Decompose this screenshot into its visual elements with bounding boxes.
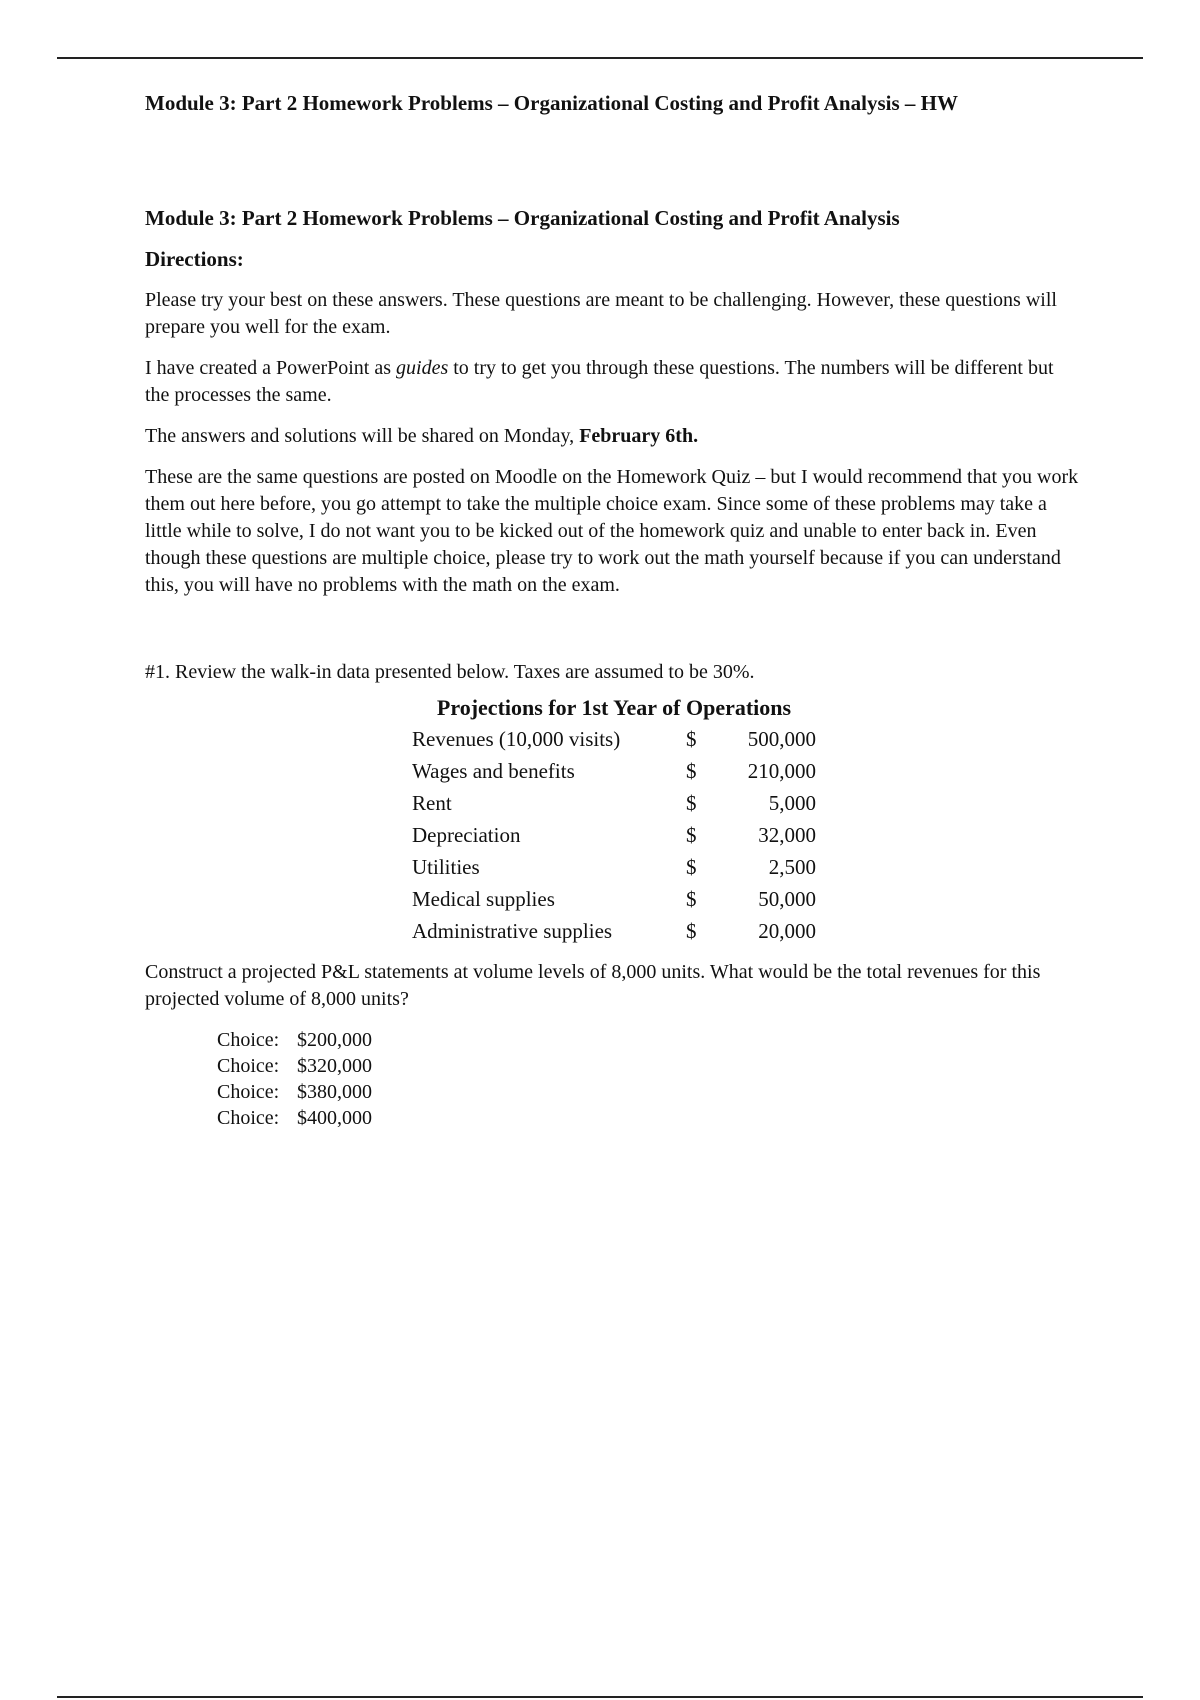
document-title: Module 3: Part 2 Homework Problems – Organizational Costing and Profit Analysis	[145, 206, 900, 230]
row-amount: 5,000	[768, 791, 816, 815]
choice-value: $200,000	[297, 1029, 372, 1051]
answer-choice	[217, 1079, 1080, 1105]
document-body	[145, 205, 1080, 1131]
row-label: Medical supplies	[412, 887, 555, 911]
row-label: Administrative supplies	[412, 919, 613, 943]
directions-paragraph-3: The answers and solutions will be shared on Monday, February 6th.	[145, 425, 699, 447]
row-currency: $	[686, 823, 697, 847]
answer-choices	[217, 1027, 1080, 1131]
row-currency: $	[686, 855, 697, 879]
bottom-rule	[57, 1696, 1143, 1698]
row-label: Depreciation	[412, 823, 521, 847]
row-label: Utilities	[412, 855, 480, 879]
table-row	[412, 787, 816, 819]
row-amount: 50,000	[758, 887, 816, 911]
directions-paragraph-4: These are the same questions are posted on Moodle on the Homework Quiz – but I would recommend that you work them out here before, you go attempt to take the multiple choice exam. Since some of these problems may take a little while to solve, I do not want you to be kicked out of the homework quiz and unable to enter back in. Even though these questions are multiple choice, please try to work out the math yourself because if you can understand this, you will have no problems with the math on the exam.	[145, 466, 1079, 596]
row-label: Revenues (10,000 visits)	[412, 727, 621, 751]
row-amount: 2,500	[768, 855, 816, 879]
question-1-instruction: Construct a projected P&L statements at volume levels of 8,000 units. What would be the total revenues for this projected volume of 8,000 units?	[145, 961, 1041, 1010]
table-row	[412, 883, 816, 915]
row-label: Rent	[412, 791, 452, 815]
choice-label: Choice:	[217, 1055, 280, 1077]
projections-table-title: Projections for 1st Year of Operations	[436, 695, 792, 720]
top-rule	[57, 57, 1143, 59]
table-row	[412, 723, 816, 755]
row-amount: 32,000	[758, 823, 816, 847]
question-1-prompt: #1. Review the walk-in data presented below. Taxes are assumed to be 30%.	[145, 661, 755, 683]
row-currency: $	[686, 887, 697, 911]
directions-paragraph-2: I have created a PowerPoint as guides to try to get you through these questions. The numbers will be different but the processes the same.	[145, 357, 1054, 406]
due-date: February 6th.	[579, 425, 699, 447]
directions-paragraph-1: Please try your best on these answers. These questions are meant to be challenging. However, these questions will prepare you well for the exam.	[145, 289, 1057, 338]
answer-choice	[217, 1027, 1080, 1053]
row-amount: 500,000	[747, 727, 816, 751]
directions-heading: Directions:	[145, 247, 244, 271]
row-currency: $	[686, 759, 697, 783]
row-label: Wages and benefits	[412, 759, 575, 783]
choice-value: $400,000	[297, 1107, 372, 1129]
choice-value: $380,000	[297, 1081, 372, 1103]
choice-label: Choice:	[217, 1107, 280, 1129]
row-currency: $	[686, 791, 697, 815]
answer-choice	[217, 1053, 1080, 1079]
choice-value: $320,000	[297, 1055, 372, 1077]
table-row	[412, 755, 816, 787]
choice-label: Choice:	[217, 1029, 280, 1051]
answer-choice	[217, 1105, 1080, 1131]
projections-table	[412, 694, 816, 947]
row-currency: $	[686, 919, 697, 943]
page-header-title: Module 3: Part 2 Homework Problems – Organizational Costing and Profit Analysis – HW	[145, 91, 958, 115]
row-amount: 210,000	[747, 759, 816, 783]
row-currency: $	[686, 727, 697, 751]
row-amount: 20,000	[758, 919, 816, 943]
guides-emphasis: guides	[396, 357, 449, 379]
table-row	[412, 819, 816, 851]
choice-label: Choice:	[217, 1081, 280, 1103]
table-row	[412, 851, 816, 883]
table-row	[412, 915, 816, 947]
